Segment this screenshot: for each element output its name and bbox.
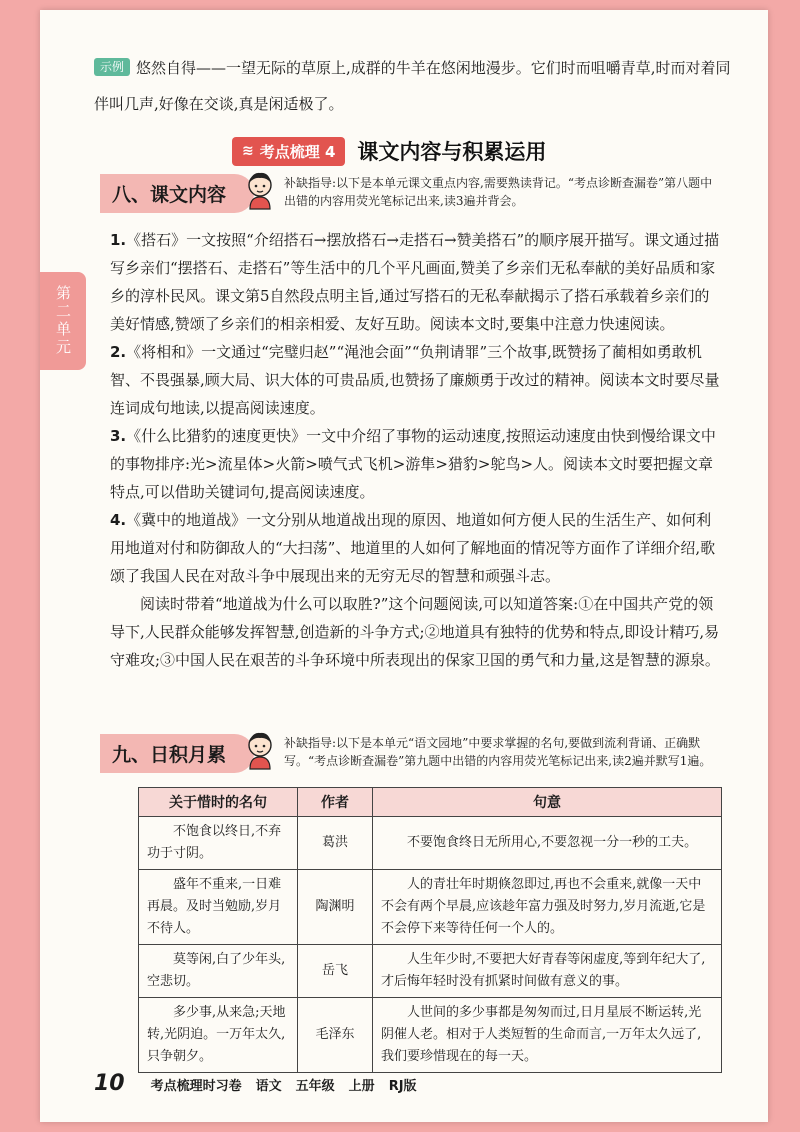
edition: RJ版	[388, 1079, 417, 1094]
page-footer	[94, 1071, 417, 1096]
quote-cell: 多少事,从来急;天地转,光阴迫。一万年太久,只争朝夕。	[139, 998, 298, 1073]
subject: 语文	[255, 1079, 282, 1094]
table-row	[139, 945, 722, 998]
author-cell: 葛洪	[298, 817, 373, 870]
table-header-row	[139, 788, 722, 817]
list-item	[110, 338, 720, 422]
part8-heading	[100, 172, 714, 210]
column-header: 关于惜时的名句	[139, 788, 298, 817]
table-row	[139, 998, 722, 1073]
author-cell: 毛泽东	[298, 998, 373, 1073]
section-heading	[232, 134, 546, 168]
meaning-cell: 人的青壮年时期倏忽即过,再也不会重来,就像一天中不会有两个早晨,应该趁年富力强及时努力,岁月流逝,它是不会停下来等待任何一个人的。	[373, 870, 722, 945]
section-title: 课文内容与积累运用	[357, 140, 547, 164]
table-row	[139, 870, 722, 945]
quotes-table	[138, 787, 722, 1073]
item-number: 2.	[110, 343, 127, 361]
item-number: 4.	[110, 511, 127, 529]
meaning-cell: 不要饱食终日无所用心,不要忽视一分一秒的工夫。	[373, 817, 722, 870]
part8-body	[110, 226, 720, 674]
example-text: 悠然自得——一望无际的草原上,成群的牛羊在悠闲地漫步。它们时而咀嚼青草,时而对着同伴叫几声,好像在交谈,真是闲适极了。	[94, 59, 731, 113]
table-row	[139, 817, 722, 870]
meaning-cell: 人生年少时,不要把大好青春等闲虚度,等到年纪大了,才后悔年轻时没有抓紧时间做有意义的事。	[373, 945, 722, 998]
quote-cell: 莫等闲,白了少年头,空悲切。	[139, 945, 298, 998]
part9-heading	[100, 732, 714, 770]
item-number: 1.	[110, 231, 127, 249]
volume: 上册	[348, 1079, 375, 1094]
reading-paragraph: 阅读时带着“地道战为什么可以取胜?”这个问题阅读,可以知道答案:①在中国共产党的领导下,人民群众能够发挥智慧,创造新的斗争方式;②地道具有独特的优势和特点,即设计精巧,易守难攻;③中国人民在艰苦的斗争环境中所表现出的保家卫国的勇气和力量,这是智慧的源泉。	[110, 595, 720, 669]
student-mascot-icon	[242, 170, 278, 210]
author-cell: 岳飞	[298, 945, 373, 998]
list-item	[110, 506, 720, 590]
grade: 五年级	[295, 1079, 335, 1094]
page-number: 10	[94, 1071, 125, 1096]
item-text: 《将相和》一文通过“完璧归赵”“渑池会面”“负荆请罪”三个故事,既赞扬了蔺相如勇敢机智、不畏强暴,顾大局、识大体的可贵品质,也赞扬了廉颇勇于改过的精神。阅读本文时要尽量连词成句地读,以提高阅读速度。	[110, 343, 720, 417]
section-badge	[232, 137, 345, 166]
part9-label: 九、日积月累	[100, 734, 254, 773]
section-badge-label: 考点梳理 4	[259, 142, 336, 161]
column-header: 句意	[373, 788, 722, 817]
part9-hint: 补缺指导:以下是本单元“语文园地”中要求掌握的名句,要做到流利背诵、正确默写。“考点诊断查漏卷”第九题中出错的内容用荧光笔标记出来,读2遍并默写1遍。	[284, 736, 712, 768]
column-header: 作者	[298, 788, 373, 817]
example-tag: 示例	[94, 58, 130, 76]
list-item	[110, 226, 720, 338]
item-text: 《搭石》一文按照“介绍搭石→摆放搭石→走搭石→赞美搭石”的顺序展开描写。课文通过描写乡亲们“摆搭石、走搭石”等生活中的几个平凡画面,赞美了乡亲们无私奉献的美好品质和家乡的淳朴民风。课文第5自然段点明主旨,通过写搭石的无私奉献揭示了搭石承载着乡亲们的美好情感,赞颂了乡亲们的相亲相爱、友好互助。阅读本文时,要集中注意力快速阅读。	[110, 231, 720, 333]
meaning-cell: 人世间的多少事都是匆匆而过,日月星辰不断运转,光阴催人老。相对于人类短暂的生命而言,一万年太久远了,我们要珍惜现在的每一天。	[373, 998, 722, 1073]
list-item	[110, 422, 720, 506]
author-cell: 陶渊明	[298, 870, 373, 945]
quote-cell: 盛年不重来,一日难再晨。及时当勉励,岁月不待人。	[139, 870, 298, 945]
example-block	[94, 50, 734, 122]
wave-icon: ≋	[242, 143, 254, 159]
quote-cell: 不饱食以终日,不弃功于寸阴。	[139, 817, 298, 870]
item-text: 《什么比猎豹的速度更快》一文中介绍了事物的运动速度,按照运动速度由快到慢给课文中的事物排序:光>流星体>火箭>喷气式飞机>游隼>猎豹>鸵鸟>人。阅读本文时要把握文章特点,可以借助关键词句,提高阅读速度。	[110, 427, 716, 501]
book-title: 考点梳理时习卷	[150, 1079, 242, 1094]
item-text: 《冀中的地道战》一文分别从地道战出现的原因、地道如何方便人民的生活生产、如何利用地道对付和防御敌人的“大扫荡”、地道里的人如何了解地面的情况等方面作了详细介绍,歌颂了我国人民在对敌斗争中展现出来的无穷无尽的智慧和顽强斗志。	[110, 511, 716, 585]
unit-side-tab: 第二单元	[40, 272, 86, 370]
part8-label: 八、课文内容	[100, 174, 254, 213]
student-mascot-icon	[242, 730, 278, 770]
item-number: 3.	[110, 427, 127, 445]
part8-hint: 补缺指导:以下是本单元课文重点内容,需要熟读背记。“考点诊断查漏卷”第八题中出错的内容用荧光笔标记出来,读3遍并背会。	[284, 176, 713, 208]
